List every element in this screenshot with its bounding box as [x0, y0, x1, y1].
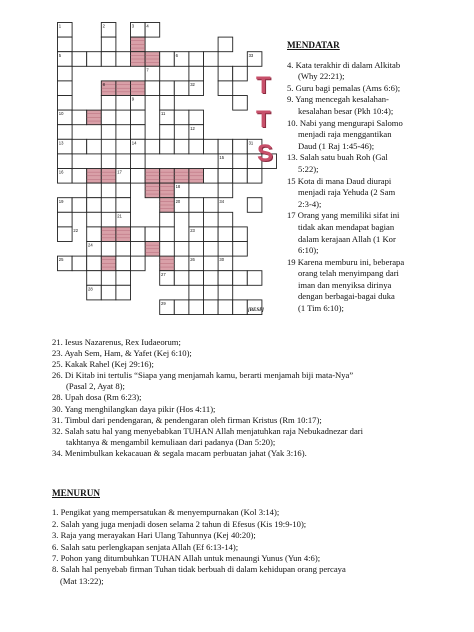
clue-number: 19 [287, 256, 296, 267]
clue-text: Salah yang juga menjadi dosen selama 2 tahun di Efesus (Kis 19:9-10); [60, 518, 307, 529]
clue-item [52, 359, 470, 370]
grid-cell[interactable] [233, 227, 248, 242]
cell-number: 21 [117, 213, 122, 219]
grid-cell[interactable] [174, 242, 189, 257]
clue-item [287, 94, 472, 117]
clue-number: 25. [52, 359, 63, 370]
cell-number: 1 [58, 23, 62, 29]
clue-line [287, 83, 472, 95]
cell-number: 17 [117, 169, 122, 175]
clue-item [52, 337, 470, 348]
grid-cell[interactable] [131, 125, 146, 140]
cell-number: 3 [131, 23, 135, 29]
grid-cell[interactable] [116, 285, 131, 300]
clue-text: Kota di mana Daud diurapi [297, 175, 392, 186]
clue-line [52, 348, 470, 359]
clue-text: Guru bagi pemalas (Ams 6:6); [295, 82, 401, 93]
grid-cell[interactable] [101, 125, 116, 140]
grid-cell[interactable] [160, 81, 175, 96]
grid-cell[interactable] [87, 227, 102, 242]
clue-item [52, 553, 470, 564]
clue-line [287, 210, 472, 222]
cell-number: 34 [219, 198, 225, 204]
clue-line [52, 370, 470, 381]
grid-cell[interactable] [233, 242, 248, 257]
clue-item [287, 83, 472, 95]
grid-cell[interactable] [131, 169, 146, 184]
clue-continuation: menjadi raja menggantikan [298, 129, 392, 140]
grid-cell[interactable] [204, 198, 219, 213]
clue-text: Nabi yang mengurapi Salomo [299, 117, 403, 128]
grid-cell[interactable] [218, 37, 233, 52]
grid-cell[interactable] [145, 139, 160, 154]
grid-cell[interactable] [87, 271, 102, 286]
grid-cell[interactable] [58, 81, 73, 96]
clue-item [287, 176, 472, 211]
cell-number: 25 [58, 257, 64, 263]
clue-text: Orang yang memiliki sifat ini [297, 210, 400, 221]
clue-number: 8. [52, 564, 59, 575]
clue-text: Yang menghilangkan daya pikir (Hos 4:11); [64, 403, 216, 414]
grid-cell[interactable] [233, 139, 248, 154]
cell-number: 28 [88, 286, 93, 292]
mendatar-right-list [287, 60, 472, 315]
grid-cell[interactable] [116, 242, 131, 257]
cell-number: 33 [248, 52, 254, 58]
grid-cell[interactable] [218, 66, 233, 81]
grid-cell[interactable] [131, 110, 146, 125]
clue-text: Salah satu perlengkapan senjata Allah (Ef 6:13-14); [60, 541, 239, 552]
grid-cell[interactable] [72, 256, 87, 271]
grid-cell[interactable] [101, 52, 116, 67]
clue-continuation: orang telah menyimpang dari [298, 268, 399, 279]
cell-number: 23 [190, 228, 195, 233]
clue-number: 34. [52, 447, 63, 458]
clue-text: Iesus Nazarenus, Rex Iudaeorum; [64, 337, 181, 347]
clue-text: Pengikat yang mempersatukan & menyempurnakan (Kol 3:14); [60, 507, 280, 518]
grid-cell[interactable] [189, 285, 204, 300]
grid-cell[interactable] [101, 37, 116, 52]
grid-cell[interactable] [189, 110, 204, 125]
grid-cell[interactable] [218, 227, 233, 242]
clue-number: 26. [52, 370, 63, 381]
clue-number: 28. [52, 392, 63, 403]
grid-cell[interactable] [218, 285, 233, 300]
cell-number: 7 [146, 67, 149, 73]
menurun-list [52, 507, 470, 587]
clue-number: 2. [52, 518, 59, 529]
grid-cell[interactable] [116, 110, 131, 125]
clue-item [287, 152, 472, 175]
grid-cell[interactable] [204, 300, 219, 315]
clue-text: Menimbulkan kekacauan & segala macam perbuatan jahat (Yak 3:16). [64, 447, 307, 458]
grid-cell[interactable] [189, 66, 204, 81]
clue-continuation: (Mat 13:22); [60, 575, 104, 586]
grid-cell[interactable] [87, 52, 102, 67]
crossword-grid [57, 22, 277, 318]
clue-continuation: Daud (1 Raj 1:45-46); [298, 140, 375, 151]
grid-cell[interactable] [58, 96, 73, 111]
clue-number: 7. [52, 553, 59, 564]
cell-number: 11 [161, 111, 166, 117]
mendatar-heading: MENDATAR [287, 40, 340, 50]
cell-number: 27 [161, 271, 166, 277]
grid-cell[interactable] [204, 139, 219, 154]
grid-cell[interactable] [218, 271, 233, 286]
clue-text: Yang mencegah kesalahan- [295, 94, 389, 105]
clue-number: 9. [287, 94, 294, 105]
clue-number: 15 [287, 175, 296, 186]
grid-cell[interactable] [189, 212, 204, 227]
clue-continuation: takhtanya & mengambil kemuliaan dari padanya (Dan 5:20); [66, 436, 276, 447]
clue-item [52, 392, 470, 403]
clue-number: 3. [52, 530, 59, 541]
cell-number: 29 [161, 301, 166, 306]
cell-number: 14 [131, 140, 137, 146]
grid-cell[interactable] [87, 183, 102, 198]
grid-cell[interactable] [131, 154, 146, 169]
grid-cell[interactable] [233, 300, 248, 315]
clue-text: Ayah Sem, Ham, & Yafet (Kej 6:10); [64, 348, 192, 359]
clue-number: 13. [287, 152, 298, 163]
clue-line [287, 152, 472, 164]
grid-cell[interactable] [101, 154, 116, 169]
clue-item [52, 530, 470, 541]
grid-cell[interactable] [247, 271, 262, 286]
grid-cell[interactable] [58, 227, 73, 242]
clue-text: Di Kitab ini tertulis “Siapa yang menjamah kamu, berarti menjamah biji mata-Nya” [64, 370, 354, 381]
grid-cell[interactable] [116, 183, 131, 198]
grid-cell[interactable] [58, 66, 73, 81]
grid-cell[interactable] [101, 198, 116, 213]
clue-number: 1. [52, 507, 59, 518]
grid-cell[interactable] [189, 52, 204, 67]
grid-cell[interactable] [174, 271, 189, 286]
clue-item [52, 348, 470, 359]
grid-cell[interactable] [247, 169, 262, 184]
grid-cell[interactable] [116, 256, 131, 271]
clue-text: Upah dosa (Rm 6:23); [64, 392, 142, 403]
grid-cell[interactable] [218, 169, 233, 184]
grid-cell[interactable] [87, 198, 102, 213]
grid-cell[interactable] [131, 256, 146, 271]
grid-cell[interactable] [218, 300, 233, 315]
grid-cell[interactable] [58, 154, 73, 169]
clue-number: 6. [52, 541, 59, 552]
grid-cell[interactable] [87, 256, 102, 271]
clue-text: Kata terakhir di dalam Alkitab [295, 59, 401, 70]
clue-number: 21. [52, 337, 63, 347]
clue-number: 17 [287, 210, 296, 221]
clue-continuation: 2:3-4); [298, 198, 322, 209]
cell-number: 30 [219, 257, 225, 263]
grid-cell[interactable] [72, 110, 87, 125]
clue-item [52, 370, 470, 392]
grid-tag: [BESP] [248, 308, 264, 313]
grid-cell[interactable] [72, 169, 87, 184]
cell-number: 10 [58, 111, 64, 117]
clue-number: 5. [287, 82, 294, 93]
grid-cell[interactable] [174, 81, 189, 96]
cell-number: 6 [175, 52, 178, 58]
clue-number: 32. [52, 425, 63, 436]
mendatar-clues-right [287, 40, 472, 315]
grid-cell[interactable] [204, 169, 219, 184]
clue-line [287, 60, 472, 72]
clue-line [52, 507, 470, 518]
clue-continuation: (1 Tim 6:10); [298, 303, 344, 314]
grid-cell[interactable] [145, 81, 160, 96]
grid-cell[interactable] [233, 96, 248, 111]
clue-item [287, 210, 472, 256]
grid-cell[interactable] [160, 139, 175, 154]
clue-item [52, 404, 470, 415]
grid-cell[interactable] [87, 212, 102, 227]
clue-line [52, 542, 470, 553]
grid-cell[interactable] [145, 227, 160, 242]
clue-item [52, 519, 470, 530]
grid-cell[interactable] [116, 271, 131, 286]
grid-cell[interactable] [189, 139, 204, 154]
clue-continuation: dalam kerajaan Allah (1 Kor [298, 233, 396, 244]
grid-cell[interactable] [160, 125, 175, 140]
grid-cell[interactable] [204, 271, 219, 286]
grid-cell[interactable] [233, 169, 248, 184]
grid-cell[interactable] [87, 139, 102, 154]
menurun-heading: MENURUN [52, 488, 100, 498]
grid-cell[interactable] [174, 139, 189, 154]
cell-number: 20 [175, 198, 181, 204]
clue-number: 23. [52, 348, 63, 359]
grid-cell[interactable] [58, 212, 73, 227]
clue-item [52, 426, 470, 448]
grid-cell[interactable] [247, 198, 262, 213]
clue-item [52, 415, 470, 426]
cell-number: 31 [248, 140, 254, 146]
clue-text: Karena memburu ini, beberapa [297, 256, 405, 267]
grid-cell[interactable] [116, 139, 131, 154]
clue-text: Raja yang merayakan Hari Ulang Tahunnya (Kej 40:20); [60, 530, 256, 541]
clue-line [52, 564, 470, 575]
grid-cell[interactable] [58, 125, 73, 140]
clue-continuation: menjadi raja Yehuda (2 Sam [298, 187, 396, 198]
clue-line [52, 553, 470, 564]
clue-item [52, 507, 470, 518]
grid-cell[interactable] [174, 300, 189, 315]
grid-cell[interactable] [101, 96, 116, 111]
clue-item [52, 564, 470, 587]
cell-number: 16 [58, 169, 64, 175]
clue-text: Timbul dari pendengaran, & pendengaran oleh firman Kristus (Rm 10:17); [64, 414, 322, 425]
grid-cell[interactable] [218, 212, 233, 227]
clue-text: Salah satu hal yang menyebabkan TUHAN Allah menjatuhkan raja Nebukadnezar dari [64, 425, 364, 436]
clue-number: 10. [287, 117, 298, 128]
cell-number: 9 [131, 96, 135, 102]
grid-cell[interactable] [101, 110, 116, 125]
grid-cell[interactable] [72, 139, 87, 154]
cell-number: 26 [190, 257, 195, 263]
clue-continuation: dengan berbagai-bagai duka [298, 291, 395, 302]
grid-cell[interactable] [204, 52, 219, 67]
decor-letter-t-2: T [256, 106, 271, 133]
clue-continuation: 5:22); [298, 163, 319, 174]
clue-line [52, 530, 470, 541]
grid-cell[interactable] [160, 212, 175, 227]
clue-line [52, 415, 470, 426]
mendatar-clues-bottom [52, 337, 470, 459]
cell-number: 13 [58, 140, 64, 146]
clue-line [287, 176, 472, 188]
cell-number: 12 [190, 125, 195, 131]
cell-number: 8 [102, 82, 105, 87]
clue-text: Pohon yang ditumbuhkan TUHAN Allah untuk menaungi Yunus (Yun 4:6); [60, 553, 321, 564]
grid-cell[interactable] [218, 183, 233, 198]
grid-cell[interactable] [189, 300, 204, 315]
cell-number: 22 [73, 228, 79, 233]
clue-item [287, 60, 472, 83]
grid-cell[interactable] [131, 227, 146, 242]
decor-letter-s: S [257, 140, 274, 167]
grid-cell[interactable] [233, 271, 248, 286]
clue-item [287, 118, 472, 153]
clue-line [52, 426, 470, 437]
grid-cell[interactable] [58, 37, 73, 52]
clue-text: Salah hal penyebab firman Tuhan tidak berbuah di dalam kehidupan orang percaya [60, 564, 346, 575]
grid-cell[interactable] [72, 52, 87, 67]
grid-cell[interactable] [160, 227, 175, 242]
grid-cell[interactable] [204, 242, 219, 257]
grid-cell[interactable] [189, 271, 204, 286]
menurun-section [52, 488, 470, 587]
clue-continuation: tidak akan mendapat bagian [298, 221, 395, 232]
grid-cell[interactable] [233, 66, 248, 81]
clue-continuation: kesalahan besar (Pkh 10:4); [298, 105, 394, 116]
clue-item [52, 542, 470, 553]
grid-cell[interactable] [204, 227, 219, 242]
clue-line [287, 257, 472, 269]
cell-number: 19 [58, 198, 64, 204]
grid-cell[interactable] [160, 52, 175, 67]
clue-line [52, 519, 470, 530]
clue-line [52, 337, 470, 348]
cell-number: 4 [146, 23, 149, 29]
cell-number: 18 [175, 184, 181, 190]
grid-cell[interactable] [189, 198, 204, 213]
clue-text: Kakak Rahel (Kej 29:16); [64, 359, 154, 370]
clue-continuation: (Why 22:21); [298, 71, 345, 82]
clue-line [52, 404, 470, 415]
clue-continuation: 6:10); [298, 245, 319, 256]
clue-text: Salah satu buah Roh (Gal [299, 152, 388, 163]
clue-line [52, 448, 470, 459]
cell-number: 24 [88, 242, 93, 248]
clue-line [287, 94, 472, 106]
clue-line [287, 118, 472, 130]
clue-item [52, 448, 470, 459]
decor-letter-t-1: T [256, 72, 271, 99]
cell-number: 5 [58, 52, 62, 58]
grid-cell[interactable] [72, 198, 87, 213]
grid-cell[interactable] [116, 52, 131, 67]
crossword-grid-svg [57, 22, 277, 318]
clue-item [287, 257, 472, 315]
clue-number: 30. [52, 403, 63, 414]
cell-number: 2 [102, 23, 105, 29]
clue-line [52, 359, 470, 370]
clue-line [52, 392, 470, 403]
clue-number: 31. [52, 414, 63, 425]
cell-number: 32 [190, 82, 195, 87]
clue-continuation: iman dan menyiksa dirinya [298, 279, 392, 290]
grid-cell[interactable] [174, 110, 189, 125]
grid-cell[interactable] [218, 139, 233, 154]
clue-continuation: (Pasal 2, Ayat 8); [66, 381, 125, 392]
grid-cell[interactable] [101, 285, 116, 300]
grid-cell[interactable] [160, 96, 175, 111]
clue-number: 4. [287, 59, 294, 70]
grid-cell[interactable] [116, 198, 131, 213]
grid-cell[interactable] [218, 81, 233, 96]
cell-number: 15 [219, 155, 225, 160]
